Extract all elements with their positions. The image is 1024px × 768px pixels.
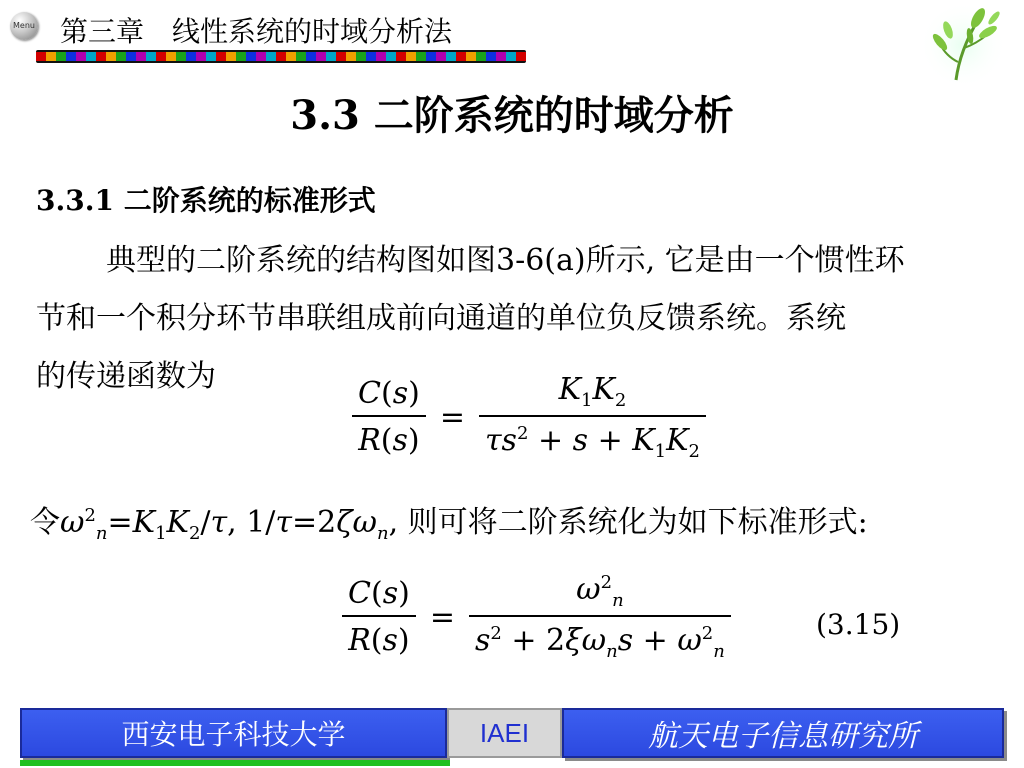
condition-prefix: 令 — [30, 505, 60, 540]
condition-text: , 则可将二阶系统化为如下标准形式: — [388, 505, 868, 540]
slide-title: 3.3 二阶系统的时域分析 — [290, 92, 734, 139]
plant-logo-icon — [918, 0, 1008, 90]
section-heading: 3.3.1 二阶系统的标准形式 — [36, 184, 376, 217]
footer-university: 西安电子科技大学 — [20, 708, 447, 758]
transfer-function-equation: $\frac{C(s)}{R(s)}$ = $\frac{K_1K_2}{\tau s^2 + s + K_1K_2}$ — [352, 372, 706, 462]
equation-number: (3.15) — [816, 608, 901, 641]
footer-institute: 航天电子信息研究所 — [562, 708, 1004, 758]
paragraph-line-3: 的传递函数为 — [36, 359, 216, 394]
standard-form-equation: $\frac{C(s)}{R(s)}$ = $\frac{\omega^2_n}{s^2 + 2\xi\omega_ns + \omega^2_n}$ — [342, 572, 731, 662]
chapter-title: 第三章 线性系统的时域分析法 — [60, 15, 453, 48]
footer-accent-line — [20, 760, 450, 766]
menu-label: Menu — [13, 21, 35, 30]
condition-statement: 令$\omega^2_n=K_1K_2/\tau$, $1/\tau=2\zeta\omega_n$, 则可将二阶系统化为如下标准形式: — [30, 505, 868, 544]
decorative-rainbow-bar — [36, 50, 526, 63]
menu-button[interactable] — [10, 12, 38, 40]
paragraph-line-2: 节和一个积分环节串联组成前向通道的单位负反馈系统。系统 — [36, 301, 846, 336]
footer-iaei: IAEI — [447, 708, 562, 758]
paragraph-line-1: 典型的二阶系统的结构图如图3-6(a)所示, 它是由一个惯性环 — [106, 243, 905, 278]
